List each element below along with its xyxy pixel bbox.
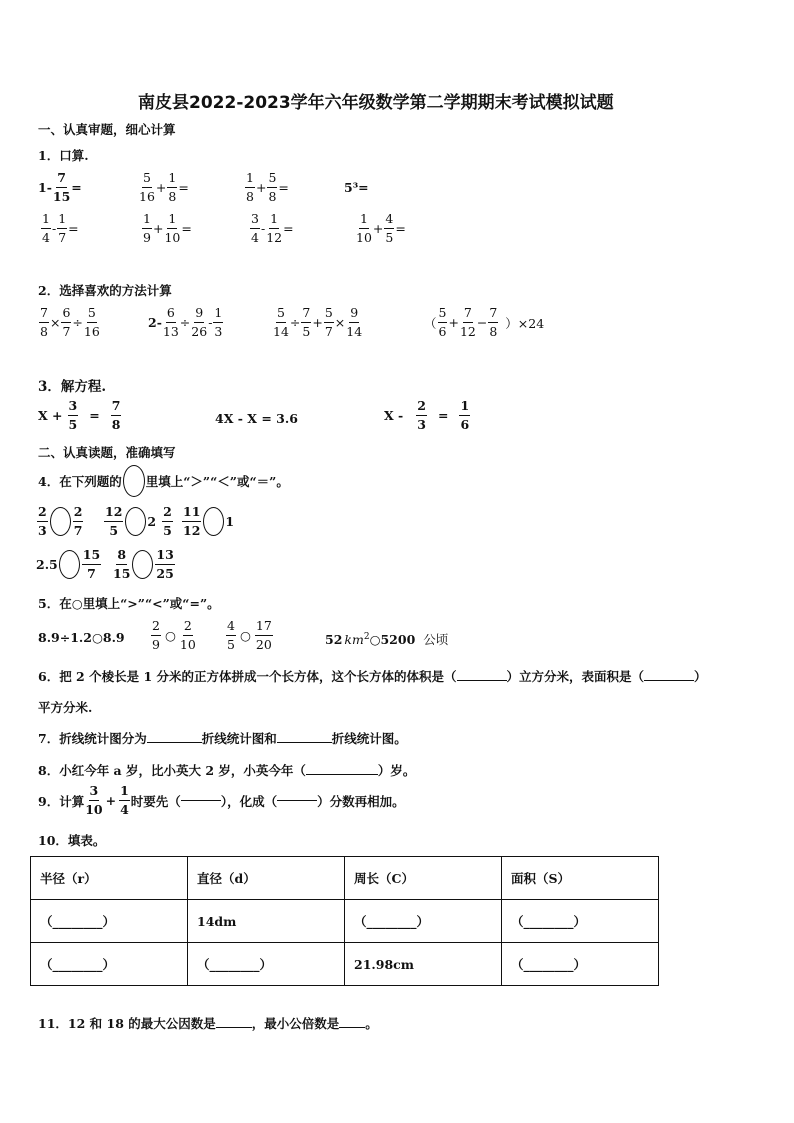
fill-table [30, 856, 659, 986]
question-2-label: 2．选择喜欢的方法计算 [38, 283, 172, 298]
compare-oval[interactable] [203, 507, 224, 536]
table-cell[interactable]: （________） [345, 900, 502, 943]
calc-expression-3: $\frac{5}{14}$ ÷ $\frac{7}{5}$ + $\frac{5}{7}$ × $\frac{9}{14}$ [273, 305, 363, 339]
oral-calc-item-1: 1- $\frac{7}{15}$ = [38, 170, 82, 204]
answer-blank[interactable] [277, 800, 317, 801]
table-row [31, 943, 659, 986]
table-cell[interactable]: （________） [31, 943, 188, 986]
oral-calc-item-3: $\frac{1}{8}$ + $\frac{5}{8}$ = [246, 170, 289, 204]
question-8: 8．小红今年 a 岁，比小英大 2 岁，小英今年（ ）岁。 [38, 763, 416, 778]
question-6: 6．把 2 个棱长是 1 分米的正方体拼成一个长方体，这个长方体的体积是（ ）立方分米，表面积是（ ） [38, 669, 707, 684]
oral-calc-item-5: $\frac{1}{4}$ - $\frac{1}{7}$ = [42, 211, 79, 245]
oval-placeholder-icon [123, 465, 145, 497]
table-header-area: 面积（S） [502, 857, 659, 900]
compare-item-5: $\frac{8}{15}$ $\frac{13}{25}$ [113, 547, 174, 581]
equation-3: X - $\frac{2}{3}$ = $\frac{1}{6}$ [384, 398, 470, 432]
calc-expression-1: $\frac{7}{8}$ × $\frac{6}{7}$ ÷ $\frac{5}{16}$ [40, 305, 100, 339]
question-9: 9．计算 $\frac{3}{10}$ + $\frac{1}{4}$ 时要先（ ），化成（ ）分数再相加。 [38, 783, 405, 817]
table-header-row [31, 857, 659, 900]
oral-calc-item-4: 5³= [344, 180, 369, 195]
question-6-line-2: 平方分米. [38, 700, 93, 715]
answer-blank[interactable] [644, 680, 694, 681]
compare-oval[interactable] [125, 507, 146, 536]
table-cell[interactable]: （________） [31, 900, 188, 943]
page-title: 南皮县2022-2023学年六年级数学第二学期期末考试模拟试题 [138, 93, 614, 113]
question-11: 11．12 和 18 的最大公因数是 ，最小公倍数是 。 [38, 1016, 378, 1031]
calc-expression-4: （ $\frac{5}{6}$ + $\frac{7}{12}$ − $\frac{7}{8}$ ）×24 [424, 305, 545, 339]
table-cell[interactable]: （________） [188, 943, 345, 986]
table-cell: 21.98cm [345, 943, 502, 986]
compare-oval[interactable] [132, 550, 153, 579]
compare-expr-4: 52 $km^2○5200$ 公顷 [325, 631, 449, 647]
table-row [31, 900, 659, 943]
compare-expr-1: 8.9÷1.2○8.9 [38, 630, 125, 645]
oral-calc-item-6: $\frac{1}{9}$ + $\frac{1}{10}$ = [143, 211, 192, 245]
compare-item-4: 2.5 $\frac{15}{7}$ [36, 547, 101, 581]
question-3-label: 3．解方程. [38, 379, 107, 395]
question-5-label: 5．在○里填上“>”“<”或“=”。 [38, 596, 220, 611]
table-cell: 14dm [188, 900, 345, 943]
oral-calc-item-8: $\frac{1}{10}$ + $\frac{4}{5}$ = [356, 211, 406, 245]
compare-oval[interactable] [50, 507, 71, 536]
table-header-diameter: 直径（d） [188, 857, 345, 900]
oral-calc-item-7: $\frac{3}{4}$ - $\frac{1}{12}$ = [251, 211, 294, 245]
answer-blank[interactable] [277, 742, 332, 743]
compare-oval[interactable] [59, 550, 80, 579]
answer-blank[interactable] [216, 1027, 252, 1028]
question-4-label: 4．在下列题的 里填上“＞”“＜”或“＝”。 [38, 465, 289, 497]
question-10-label: 10．填表。 [38, 833, 106, 848]
answer-blank[interactable] [306, 774, 378, 775]
answer-blank[interactable] [181, 800, 221, 801]
question-1-label: 1．口算. [38, 148, 89, 163]
table-cell[interactable]: （________） [502, 900, 659, 943]
table-header-radius: 半径（r） [31, 857, 188, 900]
table-header-circumference: 周长（C） [345, 857, 502, 900]
compare-expr-2: $\frac{2}{9}$ ○ $\frac{2}{10}$ [152, 618, 196, 652]
answer-blank[interactable] [147, 742, 202, 743]
section-heading-2: 二、认真读题，准确填写 [38, 445, 176, 460]
calc-expression-2: 2- $\frac{6}{13}$ ÷ $\frac{9}{26}$ - $\frac{1}{3}$ [148, 305, 223, 339]
equation-2: 4X - X = 3.6 [215, 411, 298, 426]
answer-blank[interactable] [457, 680, 507, 681]
equation-1: X + $\frac{3}{5}$ = $\frac{7}{8}$ [38, 398, 121, 432]
compare-item-3: $\frac{11}{12}$ 1 [183, 504, 235, 538]
compare-item-2: $\frac{12}{5}$ 2 $\frac{2}{5}$ [105, 504, 172, 538]
oral-calc-item-2: $\frac{5}{16}$ + $\frac{1}{8}$ = [139, 170, 189, 204]
answer-blank[interactable] [339, 1027, 365, 1028]
compare-expr-3: $\frac{4}{5}$ ○ $\frac{17}{20}$ [227, 618, 272, 652]
compare-item-1: $\frac{2}{3}$ $\frac{2}{7}$ [38, 504, 83, 538]
question-7: 7．折线统计图分为 折线统计图和 折线统计图。 [38, 731, 407, 746]
table-cell[interactable]: （________） [502, 943, 659, 986]
section-heading-1: 一、认真审题，细心计算 [38, 122, 176, 137]
